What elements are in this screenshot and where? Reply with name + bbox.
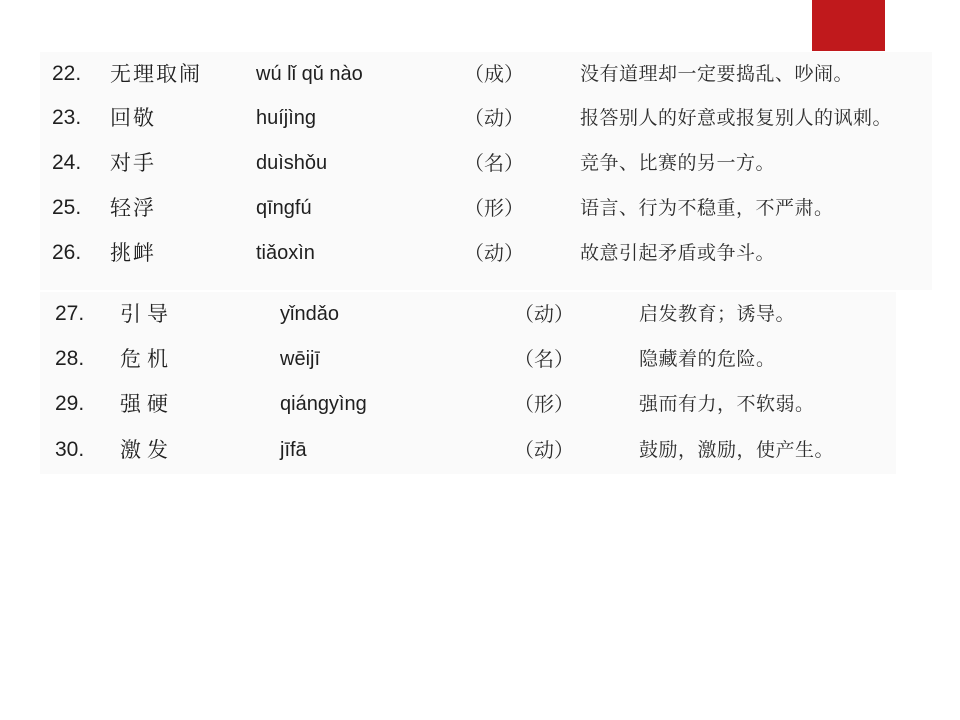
vocab-definition: 竞争、比赛的另一方。: [580, 152, 776, 174]
part-of-speech: （名）: [464, 151, 524, 175]
vocab-definition: 强而有力，不软弱。: [639, 393, 815, 415]
part-of-speech: （成）: [464, 62, 524, 86]
vocab-pinyin: wú lǐ qǔ nào: [256, 63, 363, 85]
vocab-word: 对手: [110, 151, 156, 175]
part-of-speech: （形）: [464, 196, 524, 220]
vocab-pinyin: wēijī: [280, 348, 321, 370]
vocab-pinyin: qīngfú: [256, 197, 312, 219]
part-of-speech: （动）: [514, 438, 574, 462]
vocab-list-2: [40, 292, 896, 474]
vocab-definition: 隐藏着的危险。: [639, 348, 776, 370]
entry-number: 24.: [52, 151, 82, 174]
entry-number: 23.: [52, 106, 82, 129]
vocab-definition: 语言、行为不稳重，不严肃。: [580, 197, 834, 219]
vocab-definition: 鼓励，激励，使产生。: [639, 439, 835, 461]
entry-number: 22.: [52, 62, 82, 85]
part-of-speech: （动）: [464, 106, 524, 130]
vocab-list-1: [40, 52, 932, 290]
vocab-definition: 故意引起矛盾或争斗。: [580, 242, 776, 264]
vocab-word: 强硬: [120, 392, 174, 416]
vocab-word: 无理取闹: [110, 62, 202, 86]
vocab-word: 引导: [120, 302, 174, 326]
vocab-word: 挑衅: [110, 241, 156, 265]
vocab-word: 回敬: [110, 106, 156, 130]
entry-number: 26.: [52, 241, 82, 264]
vocab-pinyin: tiǎoxìn: [256, 242, 315, 264]
vocab-word: 激发: [120, 438, 174, 462]
vocab-pinyin: jīfā: [280, 439, 307, 461]
vocab-definition: 启发教育；诱导。: [639, 303, 796, 325]
part-of-speech: （动）: [514, 302, 574, 326]
accent-block: [812, 0, 885, 51]
vocab-pinyin: qiángyìng: [280, 393, 367, 415]
entry-number: 29.: [55, 392, 85, 415]
vocab-definition: 没有道理却一定要捣乱、吵闹。: [580, 63, 854, 85]
entry-number: 25.: [52, 196, 82, 219]
vocab-definition: 报答别人的好意或报复别人的讽刺。: [580, 107, 893, 129]
part-of-speech: （动）: [464, 241, 524, 265]
part-of-speech: （名）: [514, 347, 574, 371]
entry-number: 28.: [55, 347, 85, 370]
entry-number: 27.: [55, 302, 85, 325]
entry-number: 30.: [55, 438, 85, 461]
vocab-pinyin: yǐndǎo: [280, 303, 339, 325]
vocab-pinyin: duìshǒu: [256, 152, 328, 174]
vocab-word: 轻浮: [110, 196, 156, 220]
vocab-word: 危机: [120, 347, 174, 371]
vocab-pinyin: huíjìng: [256, 107, 317, 129]
part-of-speech: （形）: [514, 392, 574, 416]
